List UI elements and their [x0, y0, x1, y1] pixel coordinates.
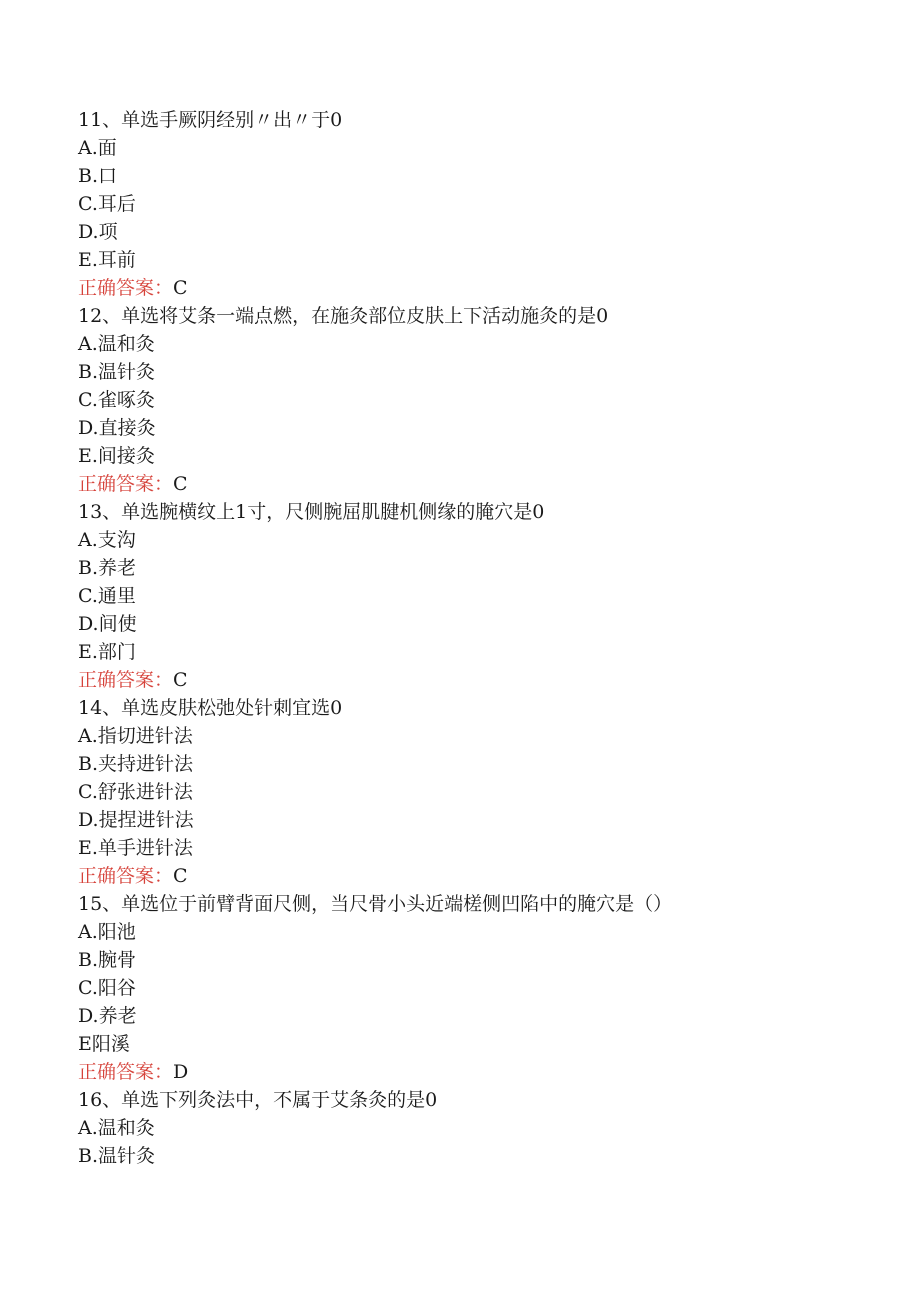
correct-answer-label: 正确答案： [78, 669, 174, 691]
answer-option: C.阳谷 [78, 977, 136, 999]
answer-option: E.耳前 [78, 249, 136, 271]
question-stem: 12、单选将艾条一端点燃，在施灸部位皮肤上下活动施灸的是0 [78, 305, 609, 327]
correct-answer [78, 470, 878, 498]
answer-option: A.支沟 [78, 529, 136, 551]
answer-option: A.温和灸 [78, 1117, 155, 1139]
correct-answer [78, 666, 878, 694]
answer-option: A.指切进针法 [78, 725, 193, 747]
answer-option: A.阳池 [78, 921, 136, 943]
document-page [78, 106, 878, 1170]
question-stem: 13、单选腕横纹上1寸，尺侧腕屈肌腱机侧缘的腌穴是0 [78, 501, 545, 523]
question-stem: 11、单选手厥阴经别〃出〃于0 [78, 109, 343, 131]
answer-option: D.直接灸 [78, 417, 156, 439]
answer-option: E.间接灸 [78, 445, 155, 467]
answer-option: B.养老 [78, 557, 137, 579]
answer-option: D.养老 [78, 1005, 137, 1027]
correct-answer-label: 正确答案： [78, 1061, 174, 1083]
correct-answer-label: 正确答案： [78, 473, 174, 495]
answer-option: D.项 [78, 221, 118, 243]
correct-answer-value: C [173, 277, 188, 299]
question-stem: 15、单选位于前臂背面尺侧，当尺骨小头近端槎侧凹陷中的腌穴是（） [78, 893, 673, 915]
answer-option: E.单手进针法 [78, 837, 193, 859]
answer-option: B.温针灸 [78, 1145, 156, 1167]
correct-answer-value: D [173, 1061, 189, 1083]
answer-option: E阳溪 [78, 1033, 130, 1055]
correct-answer [78, 1058, 878, 1086]
answer-option: B.腕骨 [78, 949, 137, 971]
answer-option: B.口 [78, 165, 118, 187]
answer-option: C.耳后 [78, 193, 136, 215]
correct-answer [78, 862, 878, 890]
correct-answer-label: 正确答案： [78, 277, 174, 299]
correct-answer [78, 274, 878, 302]
correct-answer-value: C [173, 473, 188, 495]
answer-option: C.舒张进针法 [78, 781, 193, 803]
answer-option: A.面 [78, 137, 117, 159]
correct-answer-label: 正确答案： [78, 865, 174, 887]
answer-option: B.夹持进针法 [78, 753, 194, 775]
correct-answer-value: C [173, 865, 188, 887]
correct-answer-value: C [173, 669, 188, 691]
answer-option: C.通里 [78, 585, 136, 607]
answer-option: A.温和灸 [78, 333, 155, 355]
question-stem: 14、单选皮肤松弛处针刺宜选0 [78, 697, 343, 719]
answer-option: B.温针灸 [78, 361, 156, 383]
answer-option: E.部门 [78, 641, 136, 663]
answer-option: D.间使 [78, 613, 137, 635]
answer-option: D.提捏进针法 [78, 809, 194, 831]
question-stem: 16、单选下列灸法中，不属于艾条灸的是0 [78, 1089, 438, 1111]
answer-option: C.雀啄灸 [78, 389, 155, 411]
